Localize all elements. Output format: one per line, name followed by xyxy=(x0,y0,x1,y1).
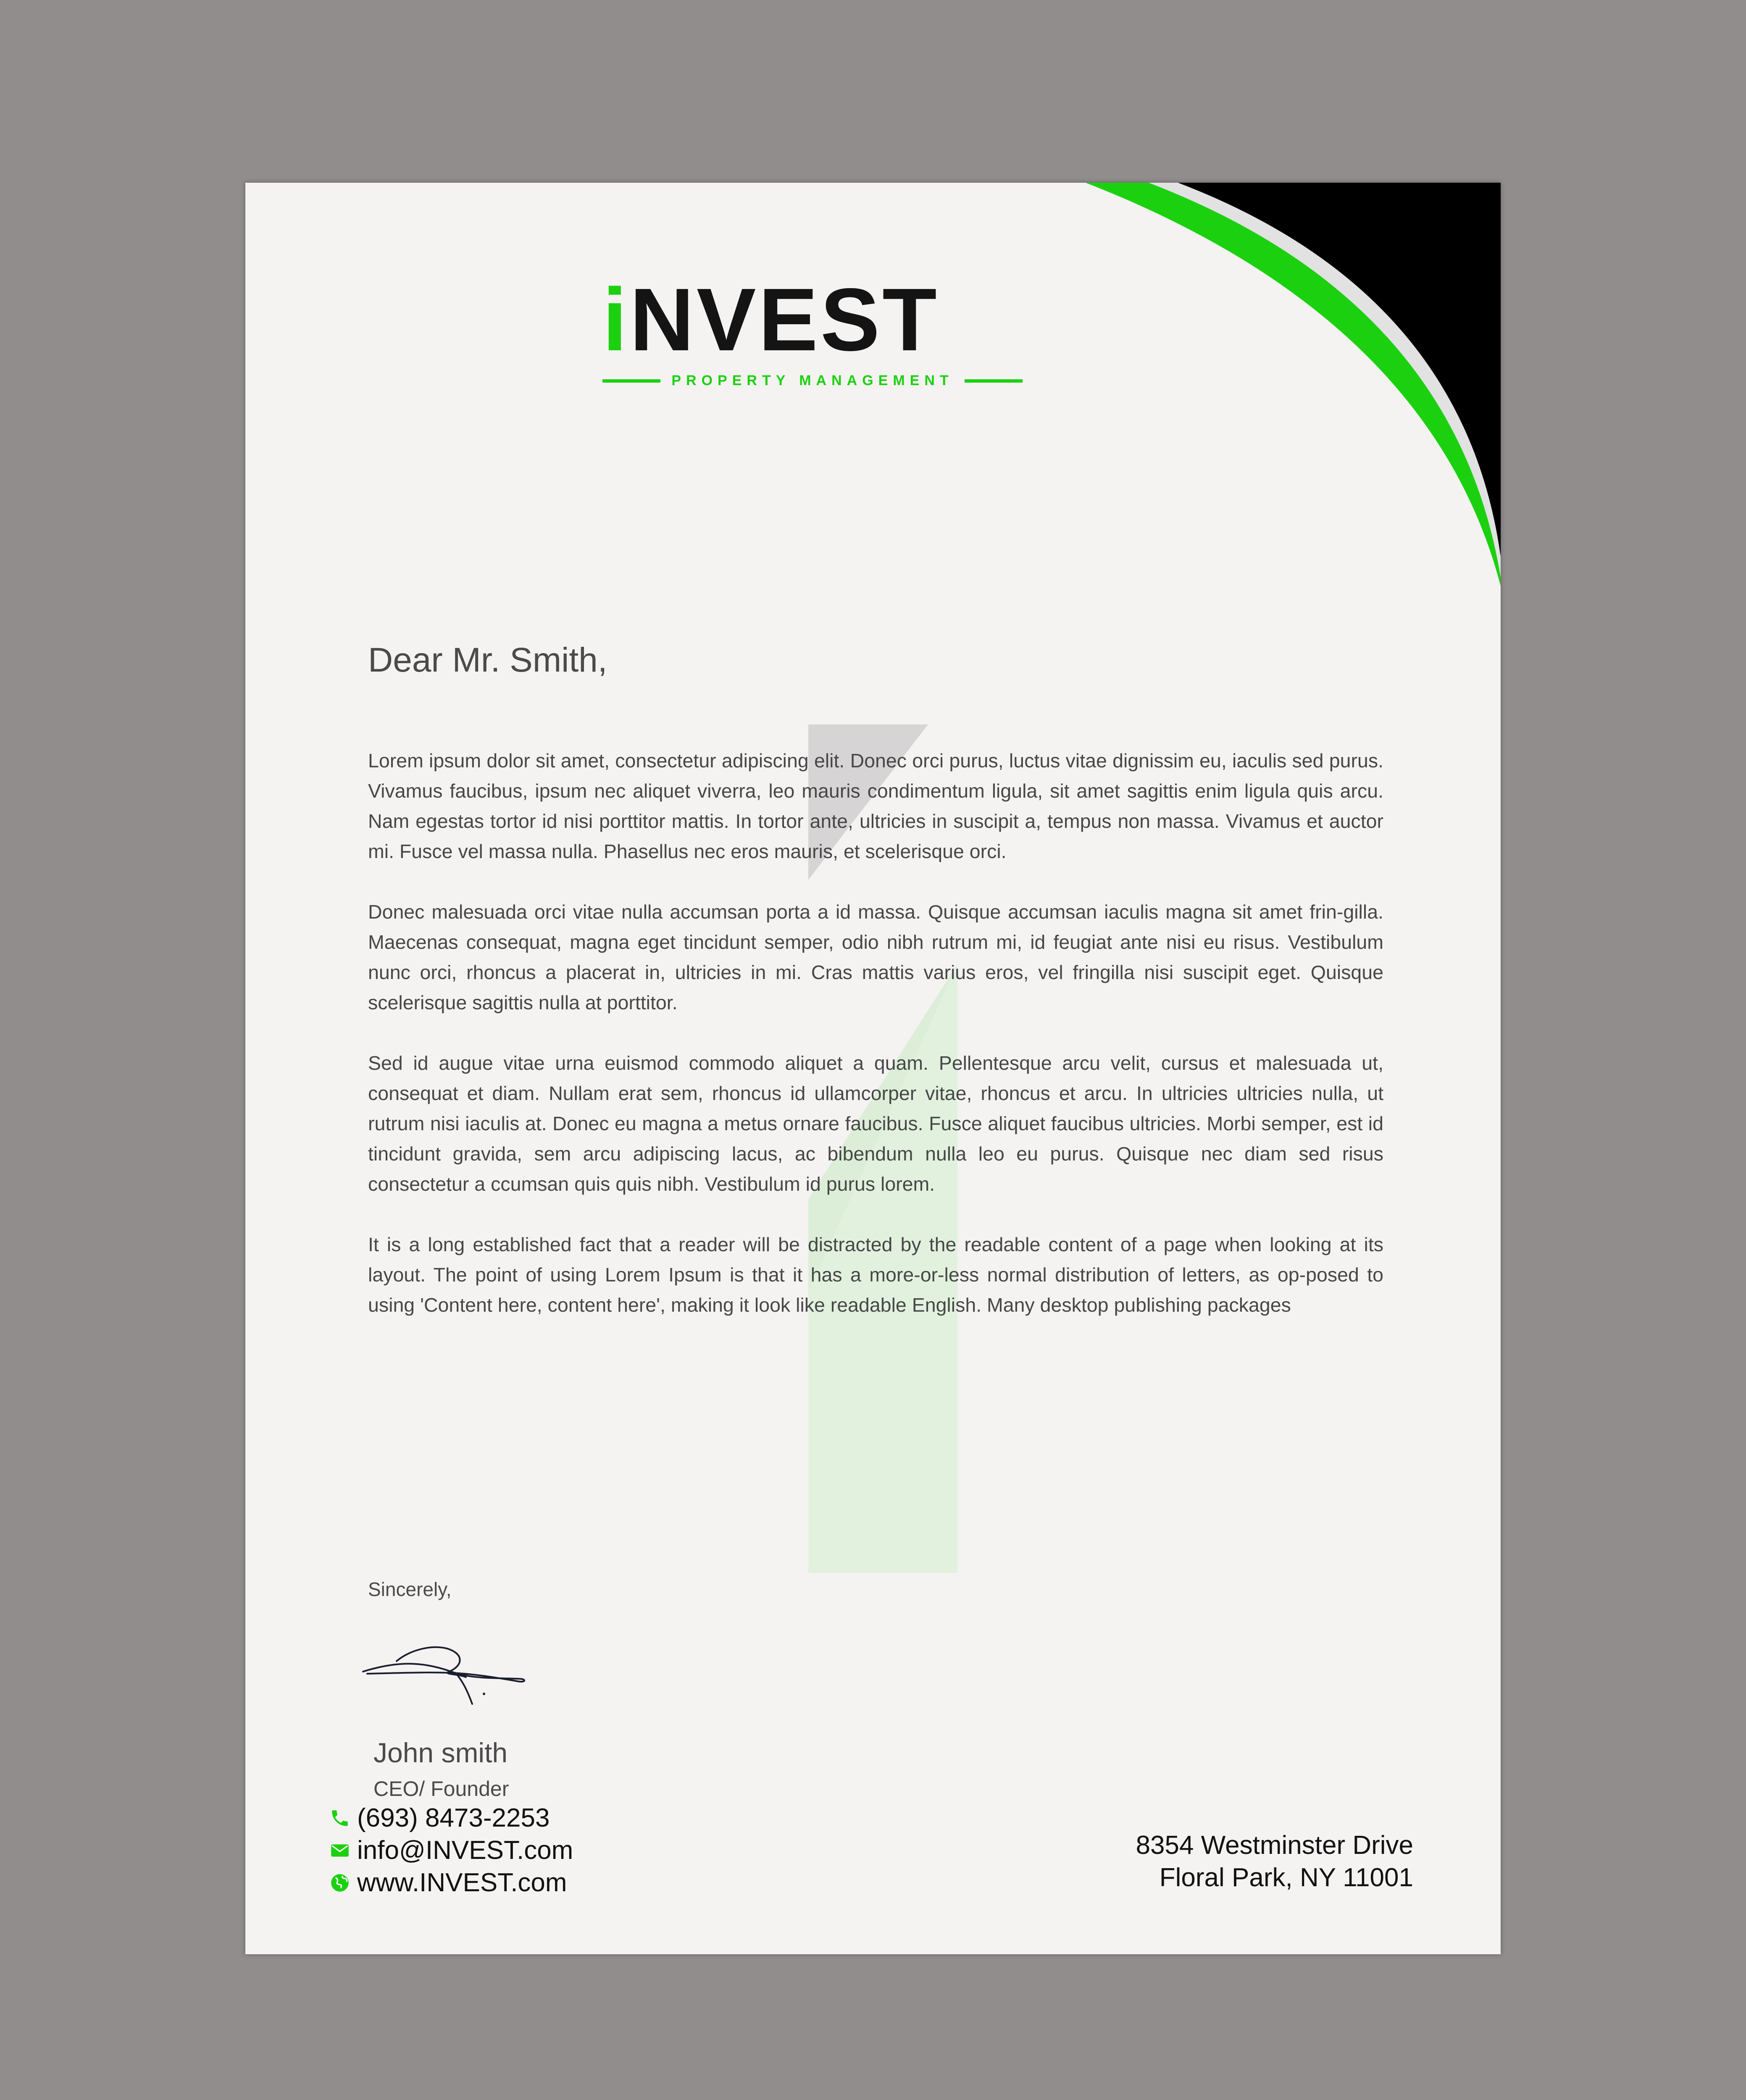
letter-closing: Sincerely, xyxy=(368,1578,452,1600)
address-block xyxy=(1136,1829,1413,1894)
signer-name: John smith xyxy=(373,1737,508,1768)
address-line-1: 8354 Westminster Drive xyxy=(1136,1831,1413,1860)
logo-word: NVEST xyxy=(629,270,939,369)
letterhead-page xyxy=(245,183,1501,1954)
body-paragraph: Donec malesuada orci vitae nulla accumsan porta a id massa. Quisque accumsan iaculis magna sit amet frin-gilla. Maecenas consequat, magna eget tincidunt semper, odio nibh rutrum mi, id feugiat ante nisi eu risus. Vestibulum nunc orci, rhoncus a placerat in, ultricies in mi. Cras mattis varius eros, vel fringilla nisi suscipit eget. Quisque scelerisque sagittis nulla at porttitor. xyxy=(368,901,1383,1013)
company-logo xyxy=(602,270,1056,401)
body-paragraph: It is a long established fact that a reader will be distracted by the readable content of a page when looking at its layout. The point of using Lorem Ipsum is that it has a more-or-less normal distribution of letters, as op-posed to using 'Content here, content here', making it look like readable English. Many desktop publishing packages xyxy=(368,1234,1383,1316)
letter-greeting: Dear Mr. Smith, xyxy=(368,641,607,679)
body-paragraph: Lorem ipsum dolor sit amet, consectetur adipiscing elit. Donec orci purus, luctus vitae dignissim eu, iaculis sed purus. Vivamus faucibus, ipsum nec aliquet viverra, leo mauris condimentum ligula, sit amet sagittis enim ligula quis arcu. Nam egestas tortor id nisi porttitor mattis. In tortor ante, ultricies in suscipit a, tempus non massa. Vivamus et auctor mi. Fusce vel massa nulla. Phasellus nec eros mauris, et scelerisque orci. xyxy=(368,750,1383,862)
logo-tagline-row xyxy=(602,373,1023,389)
email-address[interactable]: info@INVEST.com xyxy=(357,1836,573,1865)
contact-website xyxy=(329,1866,573,1899)
tagline-rule-left xyxy=(602,379,660,383)
contact-phone xyxy=(329,1802,573,1834)
body-paragraph: Sed id augue vitae urna euismod commodo aliquet a quam. Pellentesque arcu velit, cursus et malesuada ut, consequat et diam. Nullam erat sem, rhoncus id ullamcorper vitae, rhoncus et arcu. In ultricies ultricies nulla, ut rutrum nisi iaculis at. Donec eu magna a metus ornare faucibus. Fusce aliquet faucibus ultricies. Morbi semper, est id tincidunt gravida, sem arcu adipiscing lacus, ac bibendum nulla leo eu purus. Quisque nec diam sed risus consectetur a ccumsan quis quis nibh. Vestibulum id purus lorem. xyxy=(368,1052,1383,1195)
phone-number[interactable]: (693) 8473-2253 xyxy=(357,1803,550,1832)
logo-letter-i: i xyxy=(602,270,630,369)
phone-icon xyxy=(329,1808,350,1829)
signer-title: CEO/ Founder xyxy=(373,1777,509,1801)
letter-body xyxy=(368,746,1383,1350)
address-line-2: Floral Park, NY 11001 xyxy=(1159,1863,1413,1892)
website-url[interactable]: www.INVEST.com xyxy=(357,1868,567,1897)
logo-wordmark xyxy=(602,270,939,369)
tagline-rule-right xyxy=(965,379,1023,383)
envelope-icon xyxy=(329,1840,350,1861)
contact-email xyxy=(329,1834,573,1866)
globe-icon xyxy=(329,1872,350,1893)
logo-tagline: PROPERTY MANAGEMENT xyxy=(671,373,954,388)
contact-block xyxy=(329,1802,573,1899)
handwritten-signature xyxy=(359,1632,535,1716)
